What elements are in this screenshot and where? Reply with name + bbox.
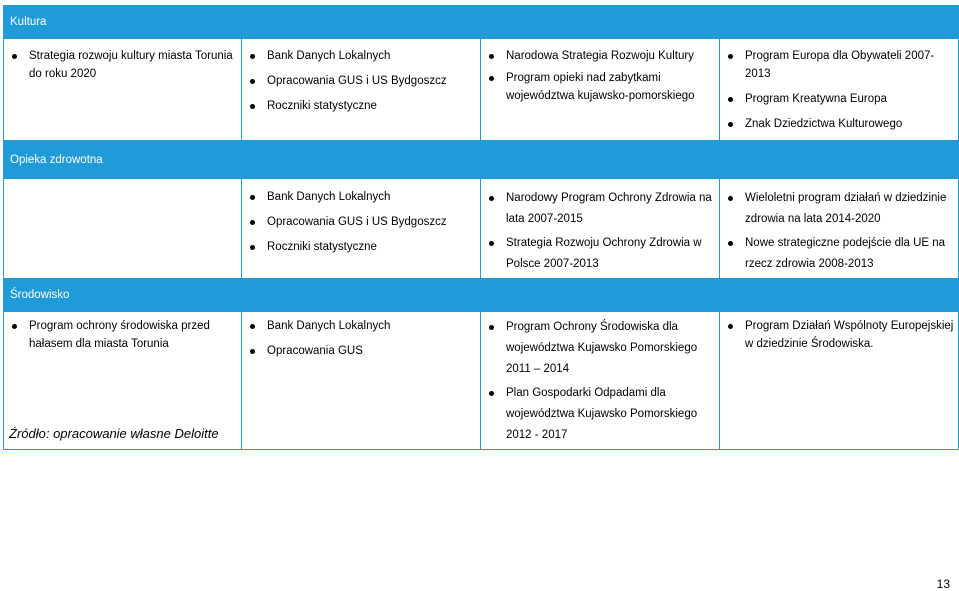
list-item: Strategia Rozwoju Ochrony Zdrowia w Polsce 2007-2013 <box>481 233 719 275</box>
bullet-list <box>720 179 958 275</box>
table-cell <box>242 179 481 279</box>
bullet-list <box>4 39 241 83</box>
bullet-list <box>481 179 719 275</box>
source-note: Źródło: opracowanie własne Deloitte <box>9 426 219 441</box>
bullet-list <box>4 312 241 353</box>
list-item: Program Ochrony Środowiska dla województwa Kujawsko Pomorskiego 2011 – 2014 <box>481 317 719 380</box>
list-item: Bank Danych Lokalnych <box>242 317 480 335</box>
list-item: Plan Gospodarki Odpadami dla województwa Kujawsko Pomorskiego 2012 - 2017 <box>481 383 719 446</box>
list-item: Znak Dziedzictwa Kulturowego <box>720 115 958 133</box>
section-header-opieka-zdrowotna <box>4 141 959 179</box>
bullet-list <box>242 179 480 256</box>
bullet-list <box>720 312 958 353</box>
list-item: Program Europa dla Obywateli 2007-2013 <box>720 47 958 83</box>
table-cell <box>481 39 720 141</box>
table-cell <box>481 179 720 279</box>
table-cell <box>4 179 242 279</box>
list-item: Program opieki nad zabytkami województwa kujawsko-pomorskiego <box>481 69 719 105</box>
page-number: 13 <box>936 577 950 591</box>
list-item: Program Działań Wspólnoty Europejskiej w dziedzinie Środowiska. <box>720 317 958 353</box>
bullet-list <box>242 312 480 360</box>
section-title: Środowisko <box>4 279 959 312</box>
table-cell <box>720 312 959 450</box>
table-cell <box>242 39 481 141</box>
list-item: Nowe strategiczne podejście dla UE na rzecz zdrowia 2008-2013 <box>720 233 958 275</box>
bullet-list <box>481 39 719 105</box>
list-item: Program ochrony środowiska przed hałasem dla miasta Torunia <box>4 317 241 353</box>
list-item: Narodowa Strategia Rozwoju Kultury <box>481 47 719 65</box>
section-header-srodowisko <box>4 279 959 312</box>
list-item: Bank Danych Lokalnych <box>242 47 480 65</box>
list-item: Opracowania GUS i US Bydgoszcz <box>242 213 480 231</box>
bullet-list <box>720 39 958 133</box>
section-title: Opieka zdrowotna <box>4 141 959 179</box>
list-item: Bank Danych Lokalnych <box>242 188 480 206</box>
section-title: Kultura <box>4 6 959 39</box>
table-row <box>4 39 959 141</box>
table-cell <box>720 39 959 141</box>
table-cell <box>4 39 242 141</box>
table-row <box>4 179 959 279</box>
list-item: Roczniki statystyczne <box>242 97 480 115</box>
table-cell <box>720 179 959 279</box>
list-item: Roczniki statystyczne <box>242 238 480 256</box>
list-item: Wieloletni program działań w dziedzinie zdrowia na lata 2014-2020 <box>720 188 958 230</box>
table-cell <box>481 312 720 450</box>
list-item: Opracowania GUS <box>242 342 480 360</box>
list-item: Strategia rozwoju kultury miasta Torunia do roku 2020 <box>4 47 241 83</box>
bullet-list <box>242 39 480 115</box>
section-header-kultura <box>4 6 959 39</box>
list-item: Opracowania GUS i US Bydgoszcz <box>242 72 480 90</box>
list-item: Program Kreatywna Europa <box>720 90 958 108</box>
bullet-list <box>481 312 719 446</box>
list-item: Narodowy Program Ochrony Zdrowia na lata 2007-2015 <box>481 188 719 230</box>
sources-table <box>3 5 959 450</box>
table-cell <box>242 312 481 450</box>
